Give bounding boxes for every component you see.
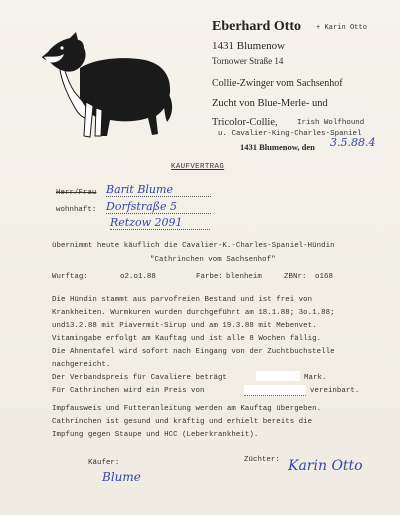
- body-line: Vitamingabe erfolgt am Kauftag und ist alle 8 Wochen fällig.: [52, 335, 322, 343]
- registry-value: o168: [315, 273, 333, 281]
- date-handwritten: 3.5.88.4: [330, 136, 376, 149]
- color-label: Farbe:: [196, 273, 223, 281]
- breeding-line-2-irish-wolfhound: Irish Wolfhound: [297, 119, 365, 127]
- collie-dog-logo-icon: [40, 30, 175, 145]
- body-line: Die Hündin stammt aus parvofreien Bestand und ist frei von: [52, 296, 313, 304]
- breeder-name: Eberhard Otto: [212, 19, 302, 34]
- residence-street: Dorfstraße 5: [106, 200, 211, 214]
- buyer-name: Barit Blume: [106, 183, 211, 197]
- breeding-line-1: Zucht von Blue-Merle- und: [212, 98, 328, 109]
- body-line: Impfung gegen Staupe und HCC (Leberkrankheit).: [52, 431, 259, 439]
- body-line: Krankheiten. Wurmkuren wurden durchgeführt am 18.1.88; 3o.1.88;: [52, 309, 335, 317]
- whelped-label: Wurftag:: [52, 273, 88, 281]
- dog-name: "Cathrinchen vom Sachsenhof": [150, 256, 276, 264]
- registry-label: ZBNr:: [284, 273, 307, 281]
- price-line-1: Der Verbandspreis für Cavaliere beträgt: [52, 374, 227, 382]
- buyer-label: Herr/Frau: [56, 189, 97, 197]
- whelped-value: o2.o1.88: [120, 273, 156, 281]
- buyer-signature: Blume: [102, 470, 141, 484]
- body-line: Die Ahnentafel wird sofort nach Eingang von der Zuchtbuchstelle: [52, 348, 335, 356]
- residence-city: Retzow 2091: [110, 216, 210, 230]
- residence-label: wohnhaft:: [56, 206, 97, 214]
- buyer-signature-label: Käufer:: [88, 459, 120, 467]
- price-line-2-suffix: vereinbart.: [310, 387, 360, 395]
- address-street: Tornower Straße 14: [212, 56, 284, 66]
- body-line: und13.2.88 mit Piavermit-Sirup und am 19.3.88 mit Mebenvet.: [52, 322, 317, 330]
- breeding-line-3: u. Cavalier-King-Charles-Spaniel: [218, 130, 362, 138]
- kennel-name: Collie-Zwinger vom Sachsenhof: [212, 78, 343, 89]
- price-line-2: Für Cathrinchen wird ein Preis von: [52, 387, 205, 395]
- document-title: KAUFVERTRAG: [171, 163, 225, 171]
- body-line: nachgereicht.: [52, 361, 111, 369]
- breeder-signature: Karin Otto: [288, 458, 363, 474]
- contract-intro: übernimmt heute käuflich die Cavalier-K.-Charles-Spaniel-Hündin: [52, 242, 335, 250]
- breeding-line-2: Tricolor-Collie,: [212, 117, 278, 128]
- price-line-1-suffix: Mark.: [304, 374, 327, 382]
- place-date-label: 1431 Blumenow, den: [240, 142, 315, 152]
- body-line: Cathrinchen ist gesund und kräftig und erhielt bereits die: [52, 418, 313, 426]
- breeder-signature-label: Züchter:: [244, 456, 280, 464]
- price-redacted-box: [256, 371, 300, 381]
- color-value: blenheim: [226, 273, 262, 281]
- address-city: 1431 Blumenow: [212, 40, 286, 52]
- price-redacted-field: [244, 385, 306, 396]
- co-breeder-name: + Karin Otto: [316, 24, 368, 32]
- body-line: Impfausweis und Futteranleitung werden am Kauftag übergeben.: [52, 405, 322, 413]
